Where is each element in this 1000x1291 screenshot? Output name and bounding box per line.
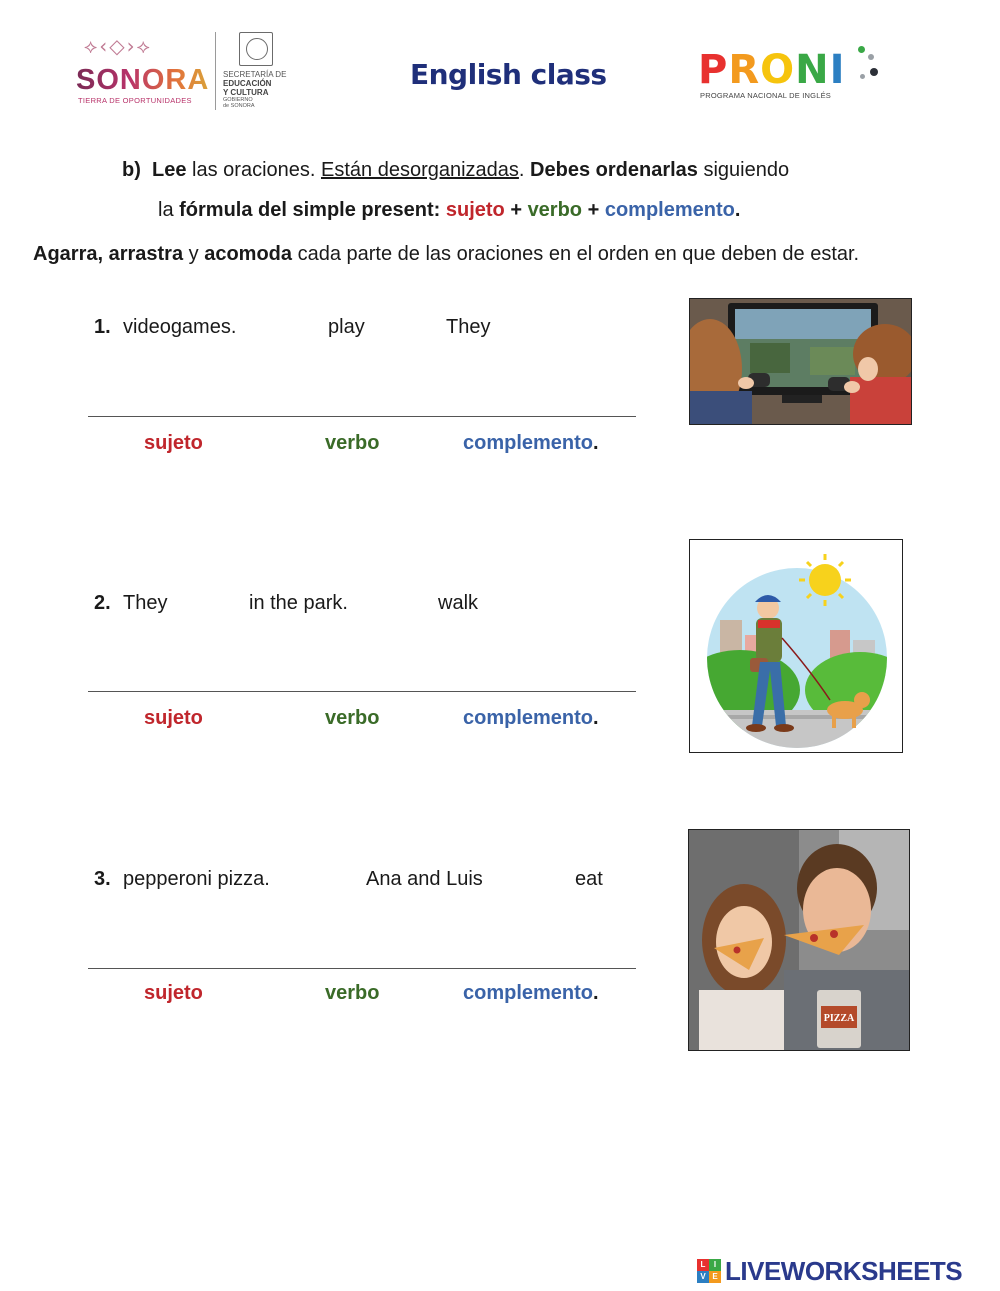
logo-divider <box>215 32 216 110</box>
answer-line <box>88 691 636 692</box>
answer-line <box>88 416 636 417</box>
proni-logo-subtitle: PROGRAMA NACIONAL DE INGLÉS <box>700 91 831 100</box>
drop-slot-verbo[interactable]: verbo <box>325 432 380 454</box>
word-tile[interactable]: eat <box>575 868 603 890</box>
svg-text:PIZZA: PIZZA <box>823 1013 855 1024</box>
drop-slot-complemento[interactable]: complemento. <box>463 707 599 729</box>
word-tile[interactable]: pepperoni pizza. <box>123 868 270 890</box>
word-tile[interactable]: Ana and Luis <box>366 868 483 890</box>
boys-playing-videogames-image <box>689 298 912 425</box>
sonora-logo-tagline: TIERRA DE OPORTUNIDADES <box>78 96 192 105</box>
answer-line <box>88 968 636 969</box>
exercise-number: 1. <box>94 316 111 338</box>
liveworksheets-badge-icon: L I V E <box>697 1259 721 1283</box>
word-tile[interactable]: play <box>328 316 365 338</box>
sonora-pattern-icon: ⟡‹◇›⟡ <box>84 34 152 58</box>
word-tile[interactable]: They <box>446 316 491 338</box>
instruction-line-1: b) Lee las oraciones. Están desorganizadas. Debes ordenarlas siguiendo <box>122 159 790 181</box>
drop-slot-sujeto[interactable]: sujeto <box>144 982 203 1004</box>
exercise-number: 2. <box>94 592 111 614</box>
drop-slot-verbo[interactable]: verbo <box>325 982 380 1004</box>
instruction-line-2: la fórmula del simple present: sujeto + verbo + complemento. <box>158 199 741 221</box>
word-tile[interactable]: videogames. <box>123 316 237 338</box>
page-title: English class <box>410 58 607 91</box>
word-tile[interactable]: walk <box>438 592 479 614</box>
sep-logo-text: SECRETARÍA DE EDUCACIÓN Y CULTURA GOBIERNO de SONORA <box>223 70 287 109</box>
drop-slot-sujeto[interactable]: sujeto <box>144 707 203 729</box>
sonora-logo <box>70 30 300 114</box>
proni-dots-icon <box>858 46 894 90</box>
drop-slot-complemento[interactable]: complemento. <box>463 982 599 1004</box>
proni-logo-text: PRONI <box>698 47 846 93</box>
word-tile[interactable]: in the park. <box>249 592 348 614</box>
drop-slot-sujeto[interactable]: sujeto <box>144 432 203 454</box>
sep-seal-icon <box>239 32 273 66</box>
drop-slot-verbo[interactable]: verbo <box>325 707 380 729</box>
proni-logo <box>698 40 898 104</box>
drop-slot-complemento[interactable]: complemento. <box>463 432 599 454</box>
word-tile[interactable]: They <box>123 592 168 614</box>
liveworksheets-brand: LIVEWORKSHEETS <box>725 1256 963 1286</box>
exercise-number: 3. <box>94 868 111 890</box>
sonora-logo-text: SONORA <box>76 64 210 96</box>
boy-walking-dog-image <box>689 539 903 753</box>
instruction-line-3: Agarra, arrastra y acomoda cada parte de las oraciones en el orden en que deben de estar. <box>33 243 860 265</box>
couple-eating-pizza-image <box>688 829 910 1051</box>
